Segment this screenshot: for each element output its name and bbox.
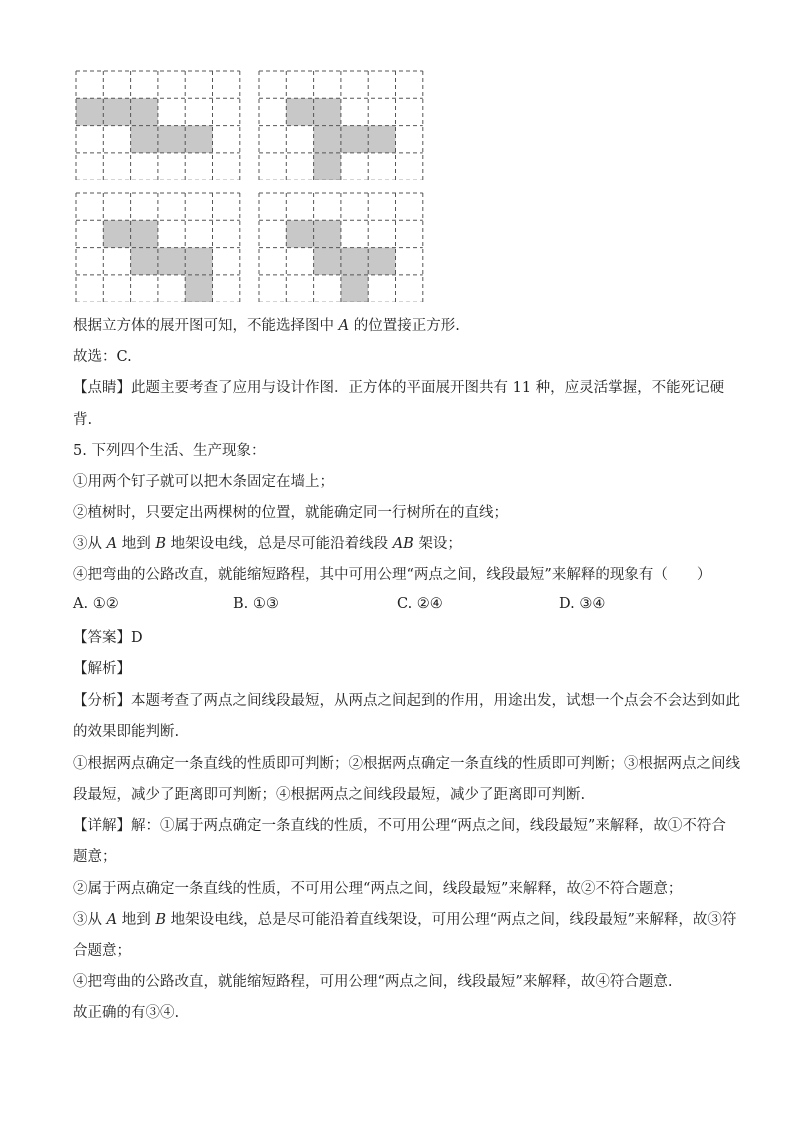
shaded-square: [131, 248, 158, 275]
shaded-square: [341, 248, 368, 275]
shaded-square: [286, 220, 313, 247]
shaded-square: [314, 98, 341, 125]
shaded-square: [76, 98, 103, 125]
shaded-square: [341, 126, 368, 153]
shaded-square: [103, 220, 130, 247]
choice-d: D. ③④: [559, 596, 606, 612]
analysis-line-3: ①根据两点确定一条直线的性质即可判断；②根据两点确定一条直线的性质即可判断；③根据两点之间线: [73, 756, 740, 772]
grid-figure-2: [258, 70, 425, 180]
grid-figure-4: [258, 192, 425, 302]
shaded-square: [185, 126, 212, 153]
text-l1b: 的位置接正方形.: [349, 318, 460, 334]
shaded-square: [103, 98, 130, 125]
choice-c: C. ②④: [397, 596, 443, 612]
grid-svg-3: [75, 192, 242, 302]
answer-label: 【答案】D: [73, 630, 143, 646]
var-b: B: [155, 536, 166, 552]
conclusion-line: [73, 316, 754, 336]
shaded-square: [131, 126, 158, 153]
detail-line-1: 【详解】解：①属于两点确定一条直线的性质，不可用公理“两点之间，线段最短”来解释，故①不符合: [73, 818, 726, 834]
answer-choices: [73, 596, 773, 616]
text-l20c: 地架设电线，总是尽可能沿着直线架设，可用公理“两点之间，线段最短”来解释，故③符: [165, 912, 737, 928]
grid-svg-2: [258, 70, 425, 180]
shaded-square: [185, 275, 212, 302]
detail-line-5: 合题意；: [73, 943, 131, 959]
shaded-square: [368, 126, 395, 153]
grid-figure-1: [75, 70, 242, 180]
detail-line-3: ②属于两点确定一条直线的性质，不可用公理“两点之间，线段最短”来解释，故②不符合题意；: [73, 881, 683, 897]
text-l20a: ③从: [73, 912, 107, 928]
shaded-square: [131, 220, 158, 247]
shaded-square: [341, 275, 368, 302]
phenomenon-1: ①用两个钉子就可以把木条固定在墙上；: [73, 474, 334, 490]
shaded-square: [314, 220, 341, 247]
comment-line-2: 背.: [73, 412, 93, 428]
analysis-line-1: 【分析】本题考查了两点之间线段最短，从两点之间起到的作用，用途出发，试想一个点会不会达到如此: [73, 693, 740, 709]
var-b: B: [155, 912, 166, 928]
shaded-square: [158, 126, 185, 153]
var-ab: AB: [392, 536, 414, 552]
var-a: A: [106, 536, 118, 552]
shaded-square: [314, 126, 341, 153]
phenomenon-4: ④把弯曲的公路改直，就能缩短路程，其中可用公理“两点之间，线段最短”来解释的现象有（ ）: [73, 567, 712, 583]
analysis-heading: 【解析】: [73, 661, 131, 677]
text-l1a: 根据立方体的展开图可知，不能选择图中: [73, 318, 339, 334]
answer-choice-line: 故选：C.: [73, 349, 132, 365]
shaded-square: [314, 248, 341, 275]
shaded-square: [368, 248, 395, 275]
var-a: A: [338, 318, 350, 334]
detail-line-4: [73, 910, 754, 930]
phenomenon-3: [73, 534, 754, 554]
detail-line-6: ④把弯曲的公路改直，就能缩短路程，可用公理“两点之间，线段最短”来解释，故④符合题意.: [73, 974, 673, 990]
shaded-square: [131, 98, 158, 125]
shaded-square: [185, 248, 212, 275]
var-a: A: [106, 912, 118, 928]
shaded-square: [314, 153, 341, 180]
text-l20b: 地到: [117, 912, 156, 928]
shaded-square: [158, 248, 185, 275]
question-5-title: 5. 下列四个生活、生产现象：: [73, 443, 266, 459]
phenomenon-2: ②植树时，只要定出两棵树的位置，就能确定同一行树所在的直线；: [73, 505, 508, 521]
text-l8b: 地到: [117, 536, 156, 552]
grid-figure-3: [75, 192, 242, 302]
text-l8d: 架设；: [413, 536, 462, 552]
final-answer-line: 故正确的有③④.: [73, 1005, 180, 1021]
grid-svg-4: [258, 192, 425, 302]
choice-b: B. ①③: [233, 596, 279, 612]
detail-line-2: 题意；: [73, 849, 117, 865]
text-l8c: 地架设电线，总是尽可能沿着线段: [165, 536, 393, 552]
choice-a: A. ①②: [73, 596, 119, 612]
shaded-square: [286, 98, 313, 125]
analysis-line-4: 段最短，减少了距离即可判断；④根据两点之间线段最短，减少了距离即可判断.: [73, 787, 586, 803]
grid-svg-1: [75, 70, 242, 180]
comment-line-1: 【点睛】此题主要考查了应用与设计作图．正方体的平面展开图共有 11 种，应灵活掌握，不能死记硬: [73, 380, 725, 396]
analysis-line-2: 的效果即能判断.: [73, 724, 180, 740]
text-l8a: ③从: [73, 536, 107, 552]
